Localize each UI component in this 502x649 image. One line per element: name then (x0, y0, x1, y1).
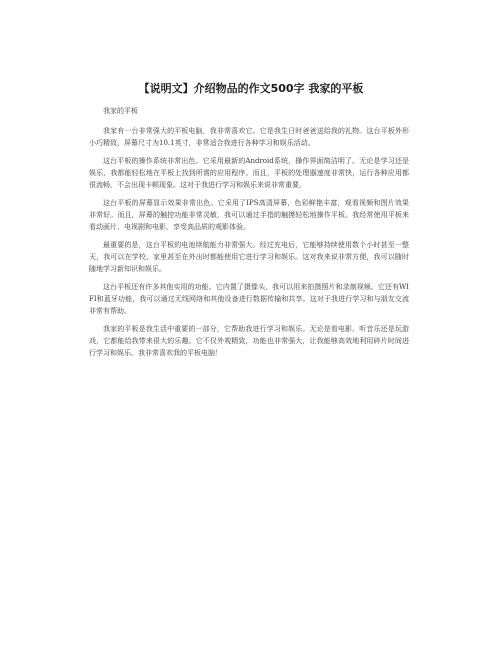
body-paragraph: 这台平板的屏幕显示效果非常出色。它采用了IPS高清屏幕，色彩鲜艳丰富，观看视频和图片效果非常好。而且，屏幕的触控功能非常灵敏，我可以通过手指的触摸轻松地操作平板。我经常使用平板来看动画片、电视剧和电影，享受高品质的观影体验。 (89, 199, 409, 231)
document-title: 【说明文】介绍物品的作文500字 我家的平板 (138, 82, 364, 95)
document-body (89, 105, 409, 365)
body-paragraph: 我家的平板是我生活中重要的一部分，它帮助我进行学习和娱乐。无论是看电影、听音乐还是玩游戏，它都能给我带来很大的乐趣。它不仅外观精致，功能也非常强大，让我能够高效地利用碎片时间进行学习和娱乐。我非常喜欢我的平板电脑！ (89, 325, 409, 357)
subheading-paragraph: 我家的平板 (103, 107, 138, 115)
body-paragraph: 最重要的是，这台平板的电池续航能力非常强大。经过充电后，它能够持续使用数个小时甚至一整天，我可以在学校、家里甚至在外出时都能使用它进行学习和娱乐。这对我来说非常方便，我可以随时随地学习新知识和娱乐。 (89, 241, 409, 273)
body-paragraph: 我家有一台非常强大的平板电脑，我非常喜欢它。它是我生日时爸爸送给我的礼物。这台平板外形小巧精致，屏幕尺寸为10.1英寸，非常适合我进行各种学习和娱乐活动。 (89, 127, 409, 147)
body-paragraph: 这台平板还有许多其他实用的功能。它内置了摄像头，我可以用来拍摄照片和录制视频。它还有WIFI和蓝牙功能，我可以通过无线网络和其他设备进行数据传输和共享。这对于我进行学习和与朋友交流非常有帮助。 (89, 283, 409, 315)
body-paragraph: 这台平板的操作系统非常出色。它采用最新的Android系统，操作界面简洁明了。无论是学习还是娱乐，我都能轻松地在平板上找到所需的应用程序。而且，平板的处理器速度非常快，运行各种应用都很流畅，不会出现卡顿现象。这对于我进行学习和娱乐来说非常重要。 (89, 157, 409, 189)
